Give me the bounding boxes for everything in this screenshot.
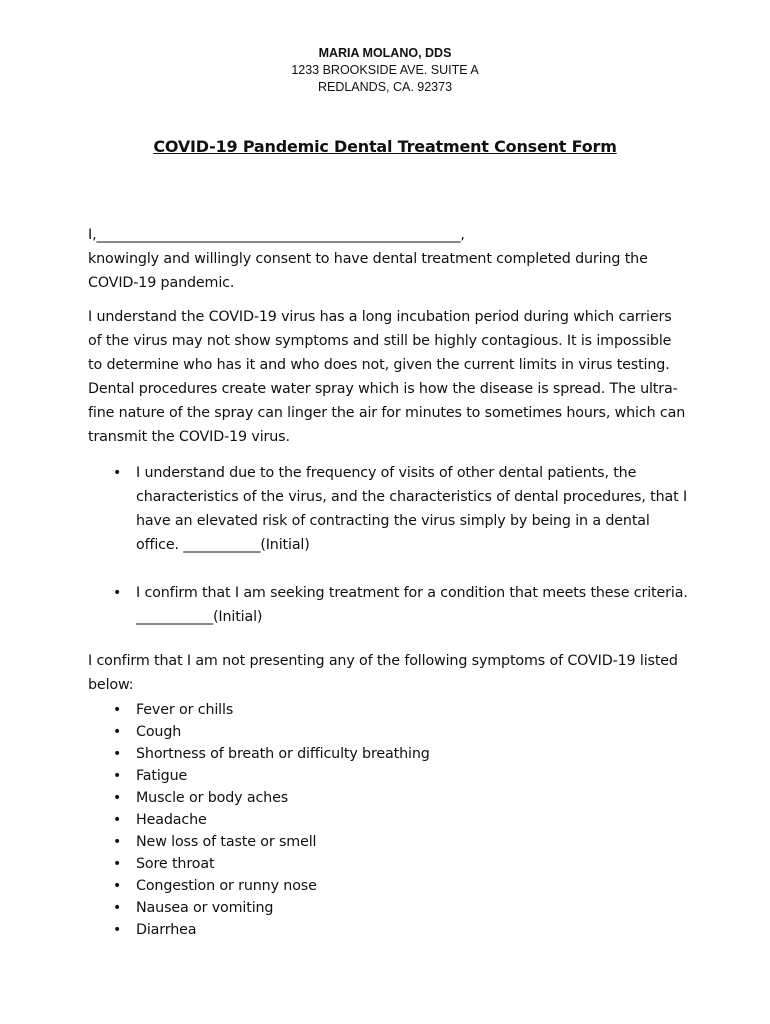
list-item: • Sore throat xyxy=(88,853,688,875)
address-line-1: 1233 BROOKSIDE AVE. SUITE A xyxy=(291,63,479,77)
list-item: • Headache xyxy=(88,809,688,831)
list-item: • Nausea or vomiting xyxy=(88,897,688,919)
list-item: • Congestion or runny nose xyxy=(88,875,688,897)
symptoms-intro: I confirm that I am not presenting any of the following symptoms of COVID-19 listed below: xyxy=(88,653,678,693)
acknowledgement-item-risk: • I understand due to the frequency of visits of other dental patients, the characteristics of the virus, and the characteristics of dental procedures, that I have an elevated risk of contracting the virus simply by being in a dental office. ___________(Initial) xyxy=(88,461,688,557)
address-line-2: REDLANDS, CA. 92373 xyxy=(317,80,453,94)
form-title: COVID-19 Pandemic Dental Treatment Consent Form xyxy=(153,137,617,156)
acknowledgement-item-criteria: • I confirm that I am seeking treatment for a condition that meets these criteria. ___________(Initial) xyxy=(88,581,688,629)
list-item: • Fatigue xyxy=(88,765,688,787)
consent-statement xyxy=(88,223,688,295)
list-item: • New loss of taste or smell xyxy=(88,831,688,853)
letterhead xyxy=(0,45,770,96)
list-item: • Cough xyxy=(88,721,688,743)
list-item: • Diarrhea xyxy=(88,919,688,941)
consent-text: knowingly and willingly consent to have dental treatment completed during the COVID-19 pandemic. xyxy=(88,251,648,291)
list-item: • Muscle or body aches xyxy=(88,787,688,809)
symptoms-list xyxy=(88,699,688,941)
list-item: • Fever or chills xyxy=(88,699,688,721)
list-item: • Shortness of breath or difficulty breathing xyxy=(88,743,688,765)
risk-paragraph: I understand the COVID-19 virus has a long incubation period during which carriers of the virus may not show symptoms and still be highly contagious. It is impossible to determine who has it and who does not, given the current limits in virus testing. Dental procedures create water spray which is how the disease is spread. The ultra-fine nature of the spray can linger the air for minutes to sometimes hours, which can transmit the COVID-19 virus. xyxy=(88,309,686,445)
dentist-name: MARIA MOLANO, DDS xyxy=(318,46,452,60)
patient-name-blank[interactable]: I,____________________________________________________, xyxy=(88,227,465,243)
acknowledgement-list xyxy=(88,461,688,653)
